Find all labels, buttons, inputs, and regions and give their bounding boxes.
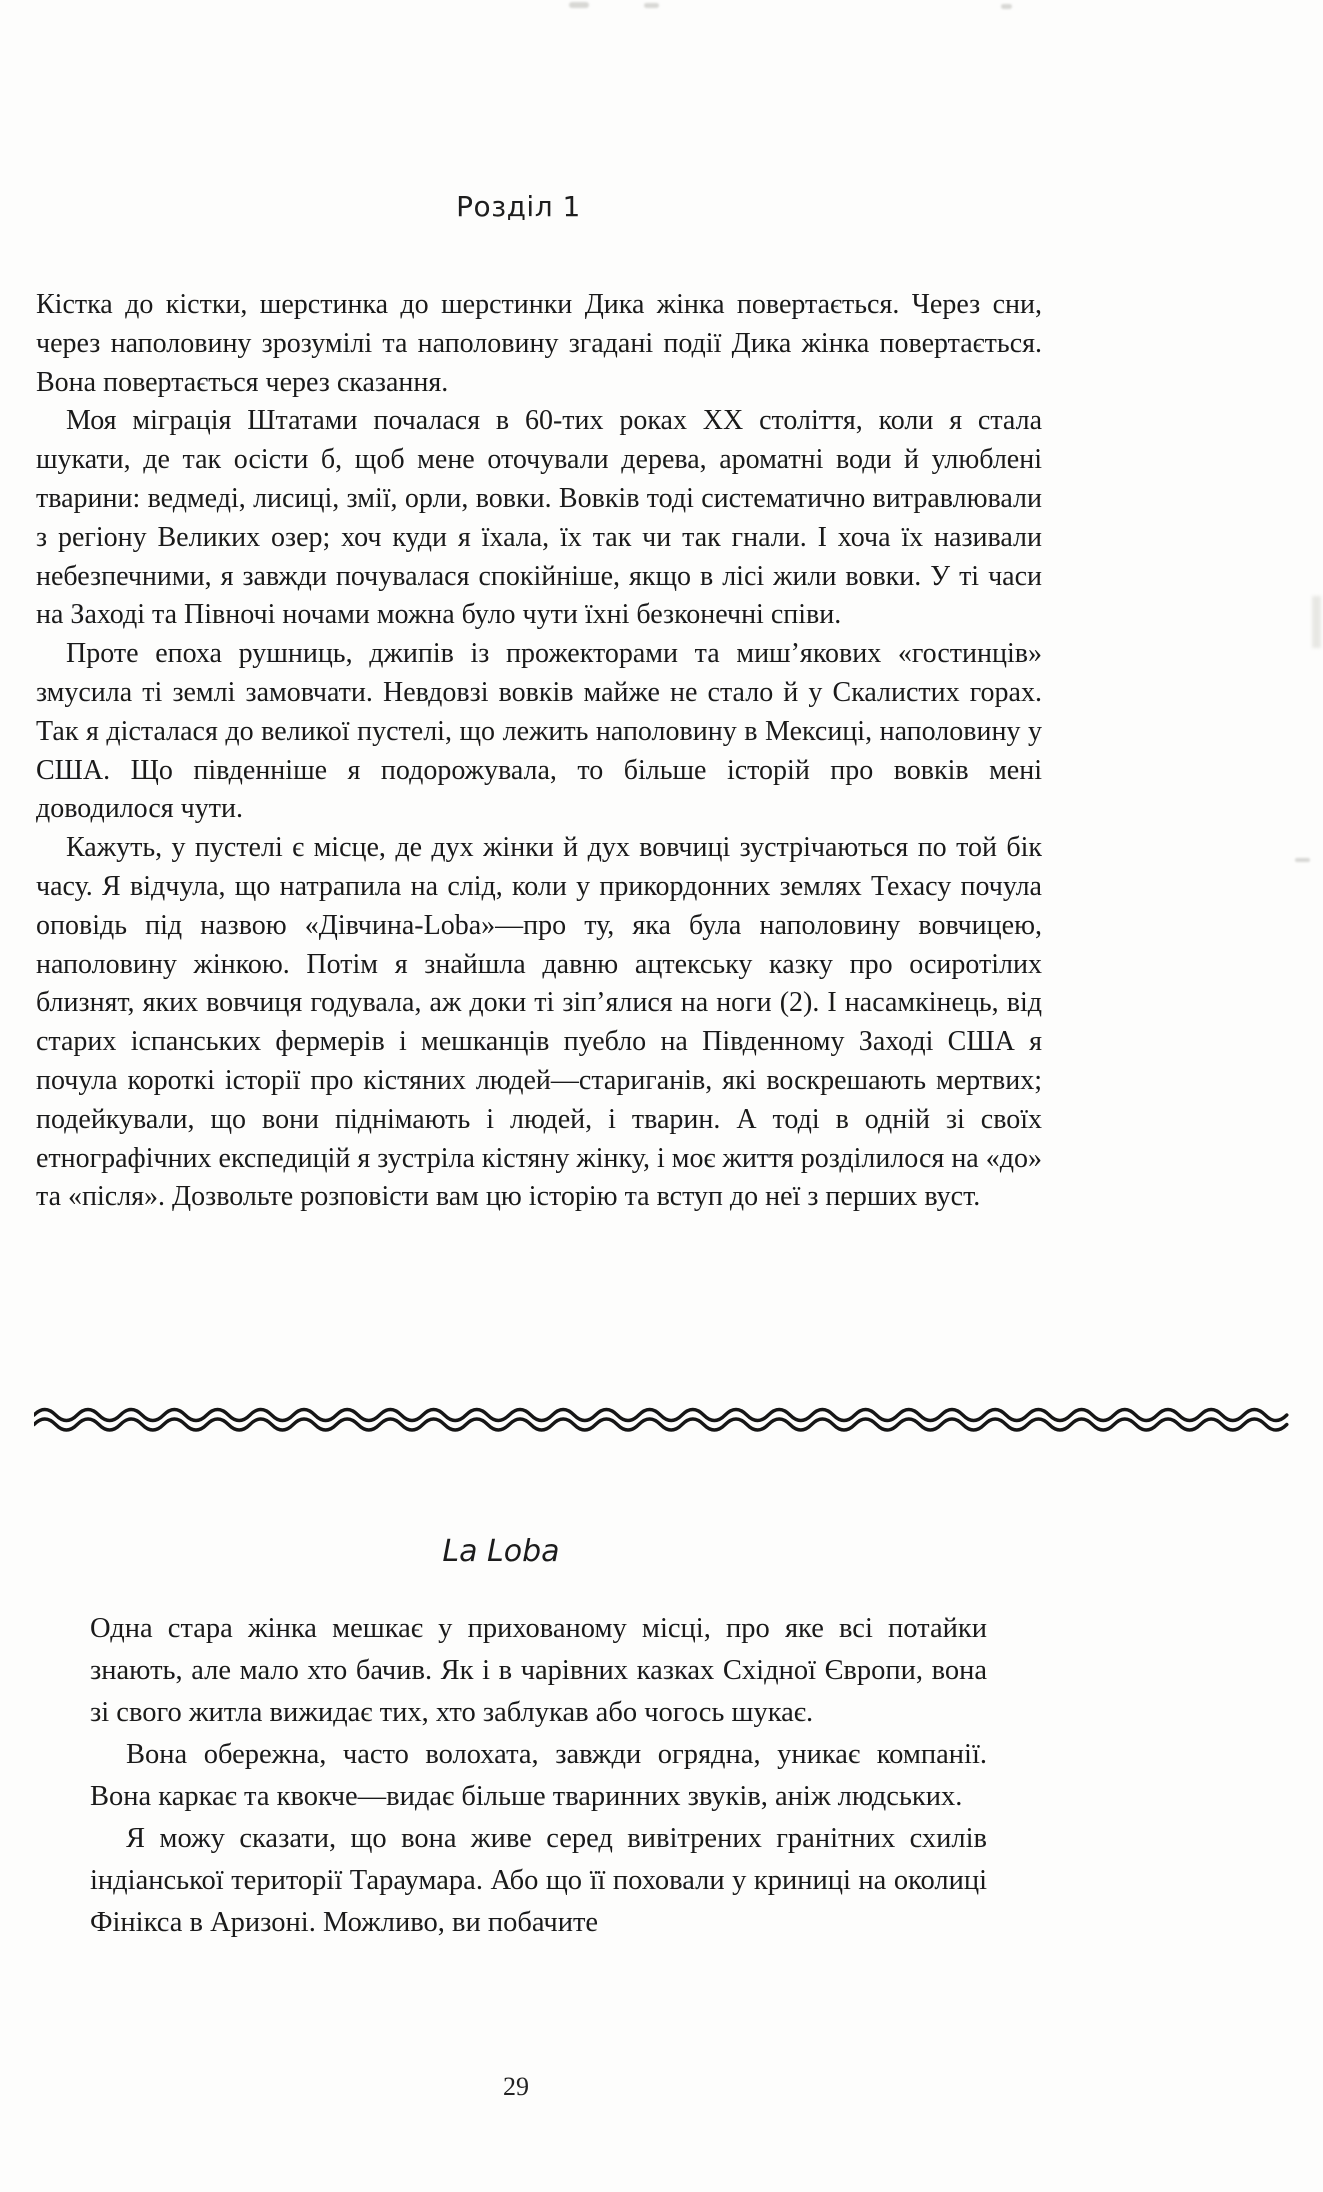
paragraph: Проте епоха рушниць, джипів із прожекторами та миш’якових «гостинців» змусила ті землі замовчати. Невдовзі вовків майже не стало й у Скалистих горах. Так я дісталася до великої пустелі, що лежить наполовину в Мексиці, наполовину у США. Що південніше я подорожувала, то більше історій про вовків мені доводилося чути.	[36, 638, 1042, 825]
paragraph: Одна стара жінка мешкає у прихованому місці, про яке всі потайки знають, але мало хто бачив. Як і в чарівних казках Східної Європи, вона зі свого житла вижидає тих, хто заблукав або чогось шукає.	[90, 1613, 987, 1728]
paragraph: Вона обережна, часто волохата, завжди огрядна, уникає компанії. Вона каркає та квокче—видає більше тваринних звуків, аніж людських.	[90, 1739, 987, 1812]
scan-speck	[1295, 858, 1310, 862]
chapter-text-block	[36, 286, 1042, 1217]
story-title: La Loba	[442, 1534, 560, 1569]
page-number: 29	[503, 2072, 529, 2101]
story-text-block	[90, 1608, 987, 1944]
paragraph: Кістка до кістки, шерстинка до шерстинки Дика жінка повертається. Через сни, через наполовину зрозумілі та наполовину згадані події Дика жінка повертається. Вона повертається через сказання.	[36, 289, 1042, 398]
paragraph: Я можу сказати, що вона живе серед вивітрених гранітних схилів індіанської території Тараумара. Або що її поховали у криниці на околиці Фінікса в Аризоні. Можливо, ви побачите	[90, 1823, 987, 1938]
scan-speck	[1001, 4, 1012, 9]
chapter-heading: Розділ 1	[456, 190, 581, 223]
scan-edge-streak	[1312, 596, 1321, 648]
paragraph: Кажуть, у пустелі є місце, де дух жінки й дух вовчиці зустрічаються по той бік часу. Я відчула, що натрапила на слід, коли у прикордонних землях Техасу почула оповідь під назвою «Дівчина-Loba»—про ту, яка була наполовину вовчицею, наполовину жінкою. Потім я знайшла давню ацтекську казку про осиротілих близнят, яких вовчиця годувала, аж доки ті зіп’ялися на ноги (2). І насамкінець, від старих іспанських фермерів і мешканців пуебло на Південному Заході США я почула короткі історії про кістяних людей—стариганів, які воскрешають мертвих; подейкували, що вони піднімають і людей, і тварин. А тоді в одній зі своїх етнографічних експедицій я зустріла кістяну жінку, і моє життя розділилося на «до» та «після». Дозвольте розповісти вам цю історію та вступ до неї з перших вуст.	[36, 832, 1042, 1213]
paragraph: Моя міграція Штатами почалася в 60-тих роках ХХ століття, коли я стала шукати, де так осісти б, щоб мене оточували дерева, ароматні води й улюблені тварини: ведмеді, лисиці, змії, орли, вовки. Вовків тоді систематично витравлювали з регіону Великих озер; хоч куди я їхала, їх так чи так гнали. І хоча їх називали небезпечними, я завжди почувалася спокійніше, якщо в лісі жили вовки. У ті часи на Заході та Півночі ночами можна було чути їхні безконечні співи.	[36, 405, 1042, 631]
scan-speck	[644, 3, 659, 8]
scan-speck	[569, 2, 589, 8]
wavy-divider	[34, 1406, 1290, 1436]
